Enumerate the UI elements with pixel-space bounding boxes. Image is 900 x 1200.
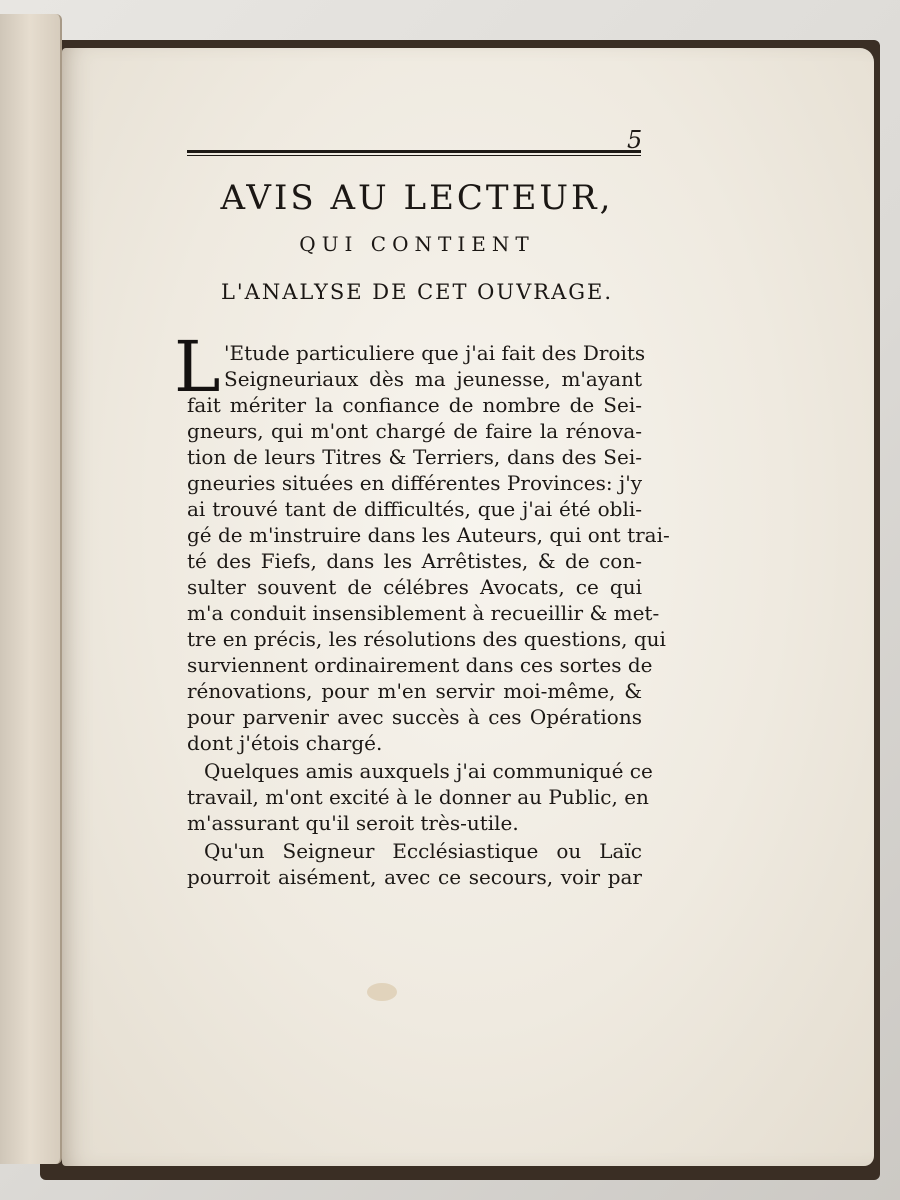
text-line: surviennent ordinairement dans ces sortes de xyxy=(187,653,653,677)
left-page-edge xyxy=(0,14,62,1164)
text-line: rénovations, pour m'en servir moi-même, & xyxy=(187,679,642,703)
text-line: travail, m'ont excité à le donner au Public, en xyxy=(187,785,649,809)
paper-stain xyxy=(367,983,397,1001)
book-page xyxy=(62,48,874,1166)
drop-cap: L xyxy=(174,326,221,408)
text-line: Qu'un Seigneur Ecclésiastique ou Laïc xyxy=(204,839,642,863)
text-line: sulter souvent de célébres Avocats, ce qui xyxy=(187,575,642,599)
text-line: fait mériter la confiance de nombre de Sei- xyxy=(187,393,642,417)
text-line: tion de leurs Titres & Terriers, dans des Sei- xyxy=(187,445,642,469)
text-line: dont j'étois chargé. xyxy=(187,731,383,755)
text-line: pourroit aisément, avec ce secours, voir par xyxy=(187,865,642,889)
text-line: m'a conduit insensiblement à recueillir & met- xyxy=(187,601,660,625)
text-line: tre en précis, les résolutions des questions, qui xyxy=(187,627,666,651)
page-subtitle: QUI CONTIENT xyxy=(299,232,535,256)
text-line: gé de m'instruire dans les Auteurs, qui ont trai- xyxy=(187,523,670,547)
page-number: 5 xyxy=(627,126,643,154)
text-line: m'assurant qu'il seroit très-utile. xyxy=(187,811,519,835)
page-subtitle-2: L'ANALYSE DE CET OUVRAGE. xyxy=(220,280,614,304)
text-line: pour parvenir avec succès à ces Opérations xyxy=(187,705,642,729)
text-line: té des Fiefs, dans les Arrêtistes, & de con- xyxy=(187,549,642,573)
text-line: Quelques amis auxquels j'ai communiqué ce xyxy=(204,759,653,783)
text-line: ai trouvé tant de difficultés, que j'ai été obli- xyxy=(187,497,642,521)
header-rule xyxy=(187,150,641,156)
text-line: Seigneuriaux dès ma jeunesse, m'ayant xyxy=(224,367,642,391)
text-line: 'Etude particuliere que j'ai fait des Droits xyxy=(224,341,646,365)
page-title: AVIS AU LECTEUR, xyxy=(220,178,614,218)
text-line: gneuries situées en différentes Provinces: j'y xyxy=(187,471,642,495)
text-line: gneurs, qui m'ont chargé de faire la rénova- xyxy=(187,419,642,443)
